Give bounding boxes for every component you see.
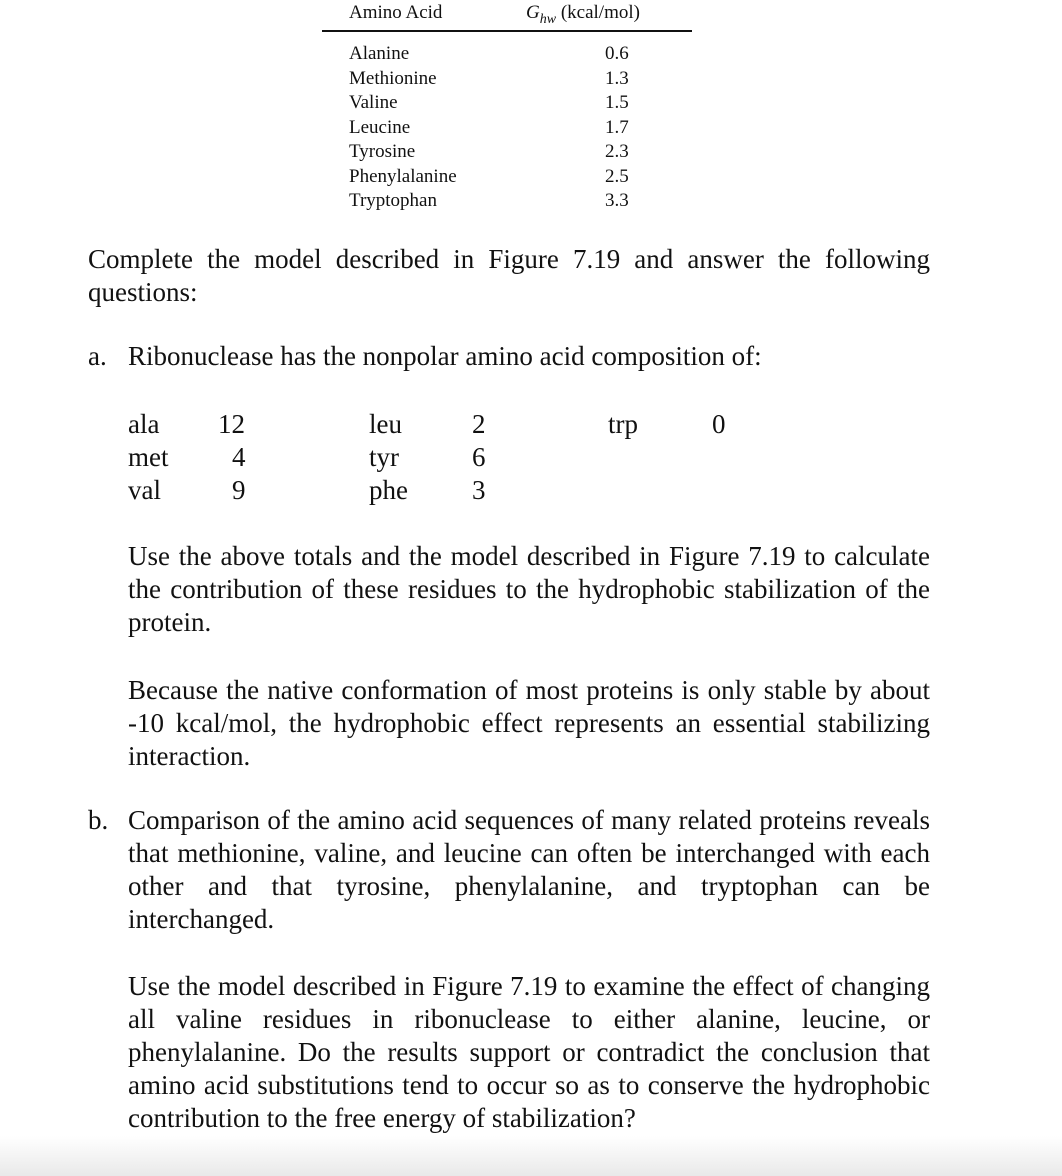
header-unit: (kcal/mol) xyxy=(556,2,640,23)
part-b-paragraph-2: Use the model described in Figure 7.19 to examine the effect of changing all valine residues in ribonuclease to either alanine, leucine, or phenylalanine. Do the results support or contradict the conclusion that amino acid substitutions tend to occur so as to conserve the hydrophobic contribution to the free energy of stabilization? xyxy=(128,971,930,1133)
amino-acid-name: Tryptophan xyxy=(349,190,437,211)
header-amino-acid: Amino Acid xyxy=(349,2,443,23)
table-row xyxy=(322,116,692,141)
residue-count: 12 xyxy=(218,409,245,439)
residue-abbr: leu xyxy=(369,409,402,439)
amino-acid-name: Valine xyxy=(349,92,398,113)
residue-count: 9 xyxy=(232,475,246,505)
residue-abbr: phe xyxy=(369,475,408,505)
table-row xyxy=(322,165,692,190)
residue-abbr: tyr xyxy=(369,442,399,472)
part-a-label: a. xyxy=(88,341,107,371)
ghw-value: 1.7 xyxy=(605,116,629,138)
residue-abbr: ala xyxy=(128,409,160,439)
ghw-table-body xyxy=(322,32,692,214)
ghw-value: 3.3 xyxy=(605,190,629,211)
residue-count: 4 xyxy=(232,442,246,472)
amino-acid-name: Phenylalanine xyxy=(349,165,457,187)
ghw-value: 2.3 xyxy=(605,141,629,162)
table-row xyxy=(322,140,692,165)
table-row xyxy=(322,42,692,67)
amino-acid-name: Tyrosine xyxy=(349,141,416,162)
ghw-value: 2.5 xyxy=(605,165,629,187)
residue-count: 6 xyxy=(472,442,486,472)
table-row xyxy=(322,189,692,214)
table-row xyxy=(322,67,692,92)
amino-acid-name: Methionine xyxy=(349,67,437,89)
ghw-table-header xyxy=(322,0,692,32)
residue-abbr: met xyxy=(128,442,169,472)
part-a-paragraph-2: Use the above totals and the model described in Figure 7.19 to calculate the contribution of these residues to the hydrophobic stabilization of the protein. xyxy=(128,541,930,637)
table-row xyxy=(322,91,692,116)
amino-acid-name: Alanine xyxy=(349,43,410,64)
part-a-paragraph-3: Because the native conformation of most proteins is only stable by about -10 kcal/mol, the hydrophobic effect represents an essential stabilizing interaction. xyxy=(128,675,930,771)
part-a-text: Ribonuclease has the nonpolar amino acid composition of: xyxy=(128,341,762,371)
residue-count: 3 xyxy=(472,475,486,505)
residue-abbr: val xyxy=(128,475,161,505)
header-g-symbol: G xyxy=(526,2,540,23)
intro-paragraph: Complete the model described in Figure 7.19 and answer the following questions: xyxy=(88,244,930,307)
part-b-label: b. xyxy=(88,805,109,835)
header-g-subscript: hw xyxy=(539,11,557,27)
bottom-shadow xyxy=(0,1136,1062,1176)
ghw-value: 1.5 xyxy=(605,92,629,113)
residue-count: 0 xyxy=(712,409,726,439)
residue-count: 2 xyxy=(472,409,486,439)
ghw-value: 1.3 xyxy=(605,67,629,89)
ghw-table xyxy=(322,0,692,214)
residue-abbr: trp xyxy=(608,409,638,439)
header-ghw xyxy=(526,1,640,25)
ghw-value: 0.6 xyxy=(605,43,629,64)
part-b-text: Comparison of the amino acid sequences of many related proteins reveals that methionine, valine, and leucine can often be interchanged with each other and that tyrosine, phenylalanine, and tryptophan can be interchanged. xyxy=(128,805,930,934)
amino-acid-name: Leucine xyxy=(349,116,411,138)
